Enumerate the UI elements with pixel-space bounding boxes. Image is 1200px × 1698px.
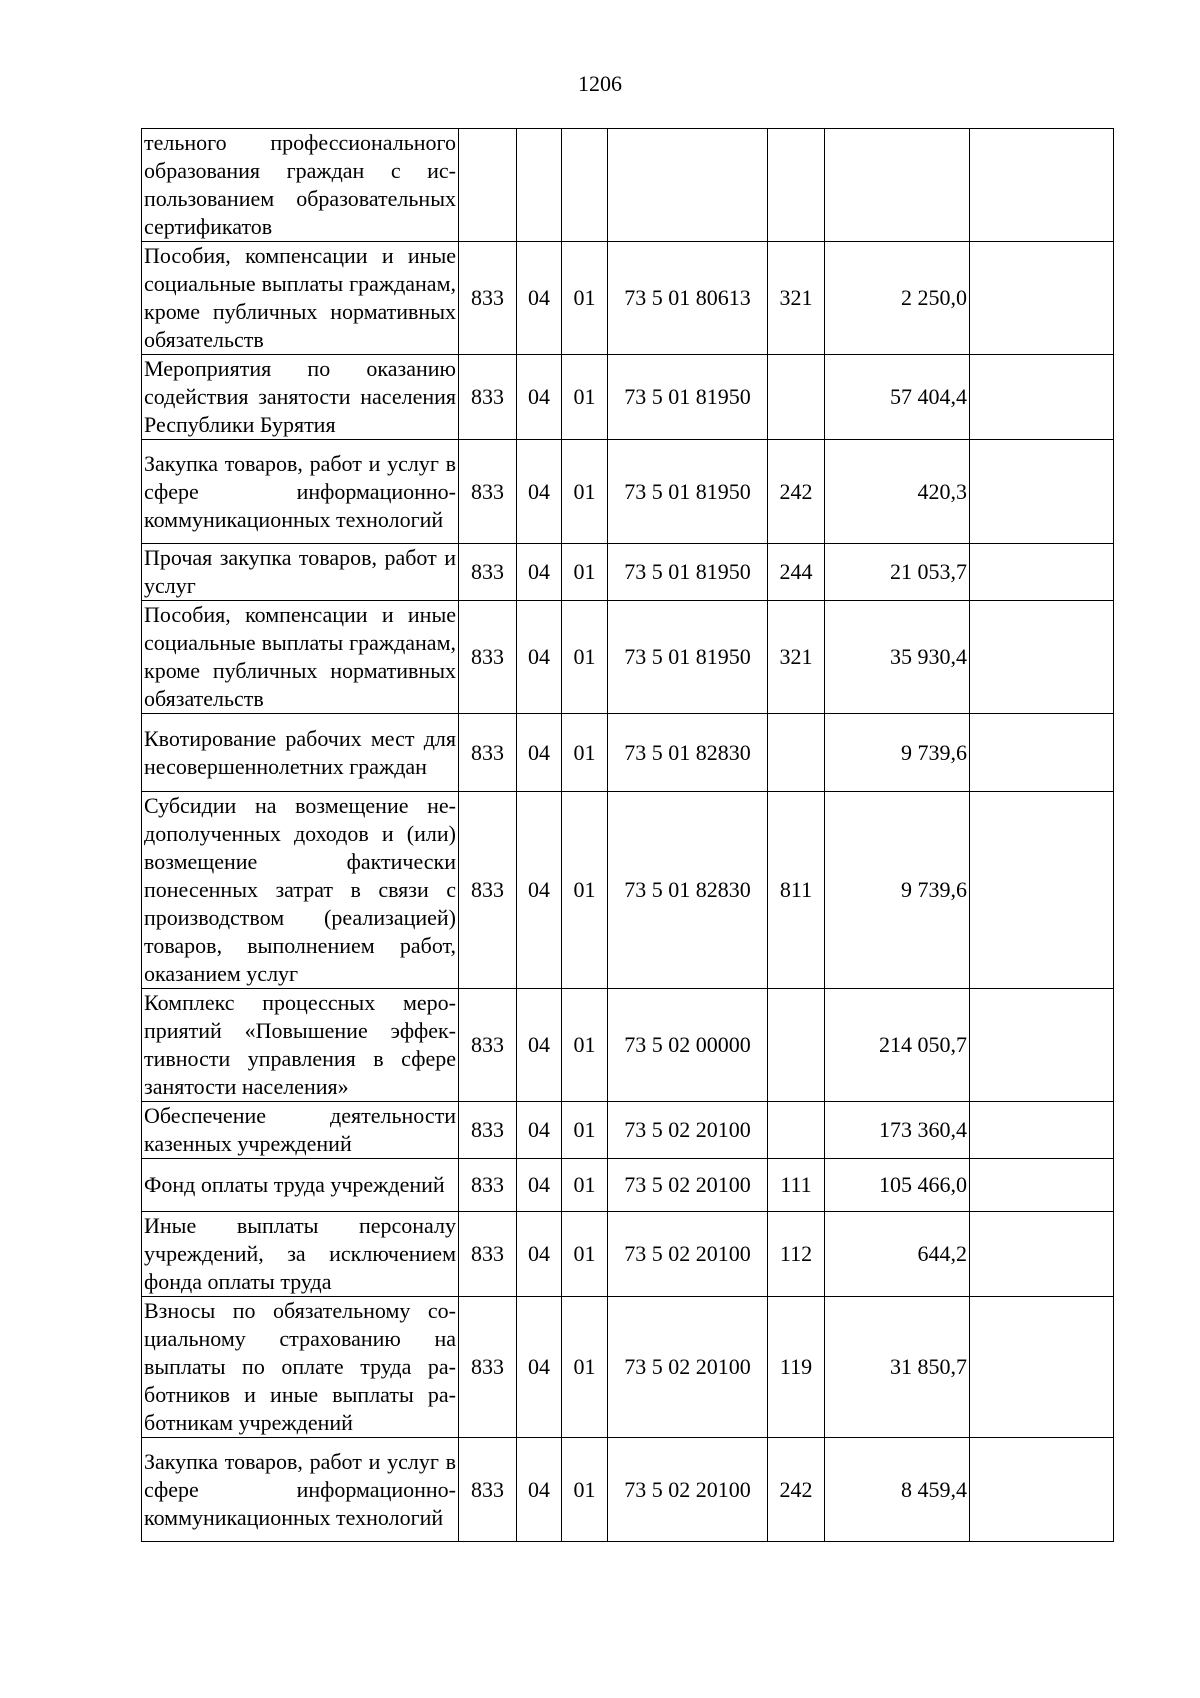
row-subsection-cell: 01: [562, 242, 608, 355]
row-expense-type-cell: 811: [768, 792, 825, 989]
row-ved-code-cell: 833: [459, 714, 517, 792]
row-expense-type-cell: 244: [768, 544, 825, 601]
row-expense-type-cell: [768, 129, 825, 242]
row-name-cell: тельного профессионального образования граждан с использованием образовательных сертификатов: [142, 129, 459, 242]
row-name-cell: Иные выплаты персоналу учреждений, за исключением фонда оплаты труда: [142, 1212, 459, 1297]
row-expense-type-cell: [768, 714, 825, 792]
row-expense-type-cell: 321: [768, 242, 825, 355]
row-subsection-cell: 01: [562, 1297, 608, 1438]
table-row: [142, 1102, 1114, 1159]
row-section-cell: 04: [517, 1438, 562, 1542]
row-name-cell: Закупка товаров, работ и услуг в сфере информационно-коммуникационных технологий: [142, 440, 459, 544]
row-section-cell: 04: [517, 355, 562, 440]
row-expense-type-cell: [768, 989, 825, 1102]
table-row: [142, 242, 1114, 355]
row-subsection-cell: 01: [562, 601, 608, 714]
row-target-article-cell: 73 5 02 20100: [608, 1297, 768, 1438]
row-subsection-cell: 01: [562, 989, 608, 1102]
row-target-article-cell: 73 5 01 82830: [608, 792, 768, 989]
row-section-cell: 04: [517, 1102, 562, 1159]
row-expense-type-cell: 242: [768, 1438, 825, 1542]
row-ved-code-cell: 833: [459, 355, 517, 440]
row-target-article-cell: 73 5 02 20100: [608, 1438, 768, 1542]
row-expense-type-cell: 321: [768, 601, 825, 714]
row-ved-code-cell: 833: [459, 1297, 517, 1438]
row-expense-type-cell: [768, 1102, 825, 1159]
row-name-cell: Закупка товаров, работ и услуг в сфере информационно-коммуникационных технологий: [142, 1438, 459, 1542]
row-extra-cell: [970, 544, 1114, 601]
row-ved-code-cell: 833: [459, 989, 517, 1102]
page-number: 1206: [578, 71, 622, 96]
row-extra-cell: [970, 1159, 1114, 1212]
row-subsection-cell: 01: [562, 1159, 608, 1212]
row-amount-cell: 644,2: [825, 1212, 970, 1297]
table-row: [142, 544, 1114, 601]
row-subsection-cell: 01: [562, 1212, 608, 1297]
table-row: [142, 601, 1114, 714]
table-body: [142, 129, 1114, 1542]
row-target-article-cell: 73 5 01 82830: [608, 714, 768, 792]
budget-table: [141, 128, 1114, 1542]
table-row: [142, 792, 1114, 989]
row-section-cell: 04: [517, 1159, 562, 1212]
row-target-article-cell: 73 5 01 81950: [608, 355, 768, 440]
row-expense-type-cell: [768, 355, 825, 440]
row-ved-code-cell: 833: [459, 601, 517, 714]
row-section-cell: 04: [517, 1212, 562, 1297]
row-target-article-cell: 73 5 01 81950: [608, 601, 768, 714]
row-subsection-cell: 01: [562, 1438, 608, 1542]
row-section-cell: 04: [517, 440, 562, 544]
row-expense-type-cell: 242: [768, 440, 825, 544]
row-name-cell: Квотирование рабочих мест для несовершеннолетних граждан: [142, 714, 459, 792]
row-extra-cell: [970, 792, 1114, 989]
row-amount-cell: 57 404,4: [825, 355, 970, 440]
row-name-cell: Обеспечение деятельности казенных учреждений: [142, 1102, 459, 1159]
table-row: [142, 1212, 1114, 1297]
row-section-cell: 04: [517, 989, 562, 1102]
row-extra-cell: [970, 1102, 1114, 1159]
row-amount-cell: 420,3: [825, 440, 970, 544]
row-name-cell: Комплекс процессных мероприятий «Повышение эффективности управления в сфере занятости населения»: [142, 989, 459, 1102]
row-section-cell: [517, 129, 562, 242]
row-name-cell: Фонд оплаты труда учреждений: [142, 1159, 459, 1212]
row-ved-code-cell: 833: [459, 242, 517, 355]
row-section-cell: 04: [517, 1297, 562, 1438]
row-name-cell: Мероприятия по оказанию содействия занятости населения Республики Бурятия: [142, 355, 459, 440]
table-row: [142, 355, 1114, 440]
row-subsection-cell: 01: [562, 544, 608, 601]
row-amount-cell: 2 250,0: [825, 242, 970, 355]
table-row: [142, 1297, 1114, 1438]
row-ved-code-cell: 833: [459, 544, 517, 601]
table-row: [142, 989, 1114, 1102]
row-ved-code-cell: 833: [459, 440, 517, 544]
row-name-cell: Пособия, компенсации и иные социальные выплаты гражданам, кроме публичных нормативных обязательств: [142, 242, 459, 355]
row-subsection-cell: 01: [562, 355, 608, 440]
table-row: [142, 129, 1114, 242]
row-extra-cell: [970, 440, 1114, 544]
row-section-cell: 04: [517, 601, 562, 714]
row-ved-code-cell: 833: [459, 1102, 517, 1159]
row-name-cell: Пособия, компенсации и иные социальные выплаты гражданам, кроме публичных нормативных обязательств: [142, 601, 459, 714]
row-amount-cell: 214 050,7: [825, 989, 970, 1102]
row-extra-cell: [970, 989, 1114, 1102]
row-ved-code-cell: 833: [459, 792, 517, 989]
row-name-cell: Субсидии на возмещение недополученных доходов и (или) возмещение фактически понесенных затрат в связи с производством (реализацией) товаров, выполнением работ, оказанием услуг: [142, 792, 459, 989]
row-amount-cell: 35 930,4: [825, 601, 970, 714]
row-subsection-cell: 01: [562, 792, 608, 989]
row-target-article-cell: 73 5 02 00000: [608, 989, 768, 1102]
row-section-cell: 04: [517, 792, 562, 989]
row-target-article-cell: 73 5 02 20100: [608, 1212, 768, 1297]
row-amount-cell: 173 360,4: [825, 1102, 970, 1159]
row-extra-cell: [970, 129, 1114, 242]
row-amount-cell: 9 739,6: [825, 792, 970, 989]
table-row: [142, 1438, 1114, 1542]
row-subsection-cell: [562, 129, 608, 242]
row-target-article-cell: 73 5 01 81950: [608, 544, 768, 601]
table-row: [142, 1159, 1114, 1212]
row-subsection-cell: 01: [562, 1102, 608, 1159]
row-target-article-cell: 73 5 02 20100: [608, 1102, 768, 1159]
row-expense-type-cell: 112: [768, 1212, 825, 1297]
row-extra-cell: [970, 1212, 1114, 1297]
row-expense-type-cell: 111: [768, 1159, 825, 1212]
row-target-article-cell: [608, 129, 768, 242]
row-amount-cell: 21 053,7: [825, 544, 970, 601]
row-extra-cell: [970, 1438, 1114, 1542]
row-subsection-cell: 01: [562, 714, 608, 792]
row-amount-cell: 9 739,6: [825, 714, 970, 792]
row-extra-cell: [970, 601, 1114, 714]
row-subsection-cell: 01: [562, 440, 608, 544]
row-expense-type-cell: 119: [768, 1297, 825, 1438]
row-ved-code-cell: 833: [459, 1212, 517, 1297]
row-name-cell: Взносы по обязательному социальному страхованию на выплаты по оплате труда работников и иные выплаты работникам учреждений: [142, 1297, 459, 1438]
row-amount-cell: 105 466,0: [825, 1159, 970, 1212]
row-target-article-cell: 73 5 01 80613: [608, 242, 768, 355]
row-extra-cell: [970, 242, 1114, 355]
row-ved-code-cell: 833: [459, 1438, 517, 1542]
table-row: [142, 440, 1114, 544]
row-extra-cell: [970, 714, 1114, 792]
row-amount-cell: 31 850,7: [825, 1297, 970, 1438]
row-target-article-cell: 73 5 02 20100: [608, 1159, 768, 1212]
row-ved-code-cell: 833: [459, 1159, 517, 1212]
row-ved-code-cell: [459, 129, 517, 242]
table-row: [142, 714, 1114, 792]
row-name-cell: Прочая закупка товаров, работ и услуг: [142, 544, 459, 601]
row-amount-cell: 8 459,4: [825, 1438, 970, 1542]
row-section-cell: 04: [517, 242, 562, 355]
row-amount-cell: [825, 129, 970, 242]
row-extra-cell: [970, 1297, 1114, 1438]
row-section-cell: 04: [517, 714, 562, 792]
row-section-cell: 04: [517, 544, 562, 601]
row-target-article-cell: 73 5 01 81950: [608, 440, 768, 544]
row-extra-cell: [970, 355, 1114, 440]
